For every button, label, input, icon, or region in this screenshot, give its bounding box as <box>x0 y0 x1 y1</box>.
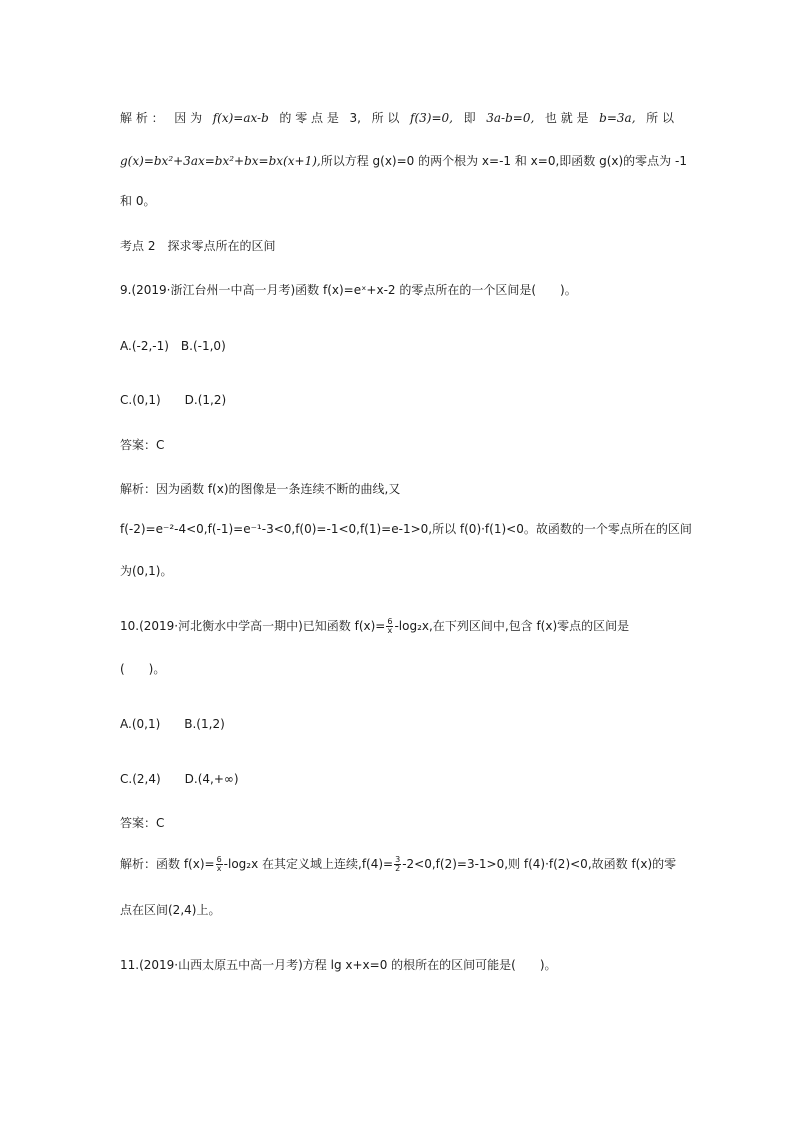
q9-solution-line3: 为(0,1)。 <box>120 564 173 578</box>
q9-options-cd: C.(0,1) D.(1,2) <box>120 393 227 407</box>
q10-stem-line2: ( )。 <box>120 662 166 676</box>
q9-solution-line1: 解析：因为函数 f(x)的图像是一条连续不断的曲线,又 <box>120 482 401 496</box>
q11-stem: 11.(2019·山西太原五中高一月考)方程 lg x+x=0 的根所在的区间可能是( )。 <box>120 958 557 972</box>
fraction-denominator: x <box>387 626 393 635</box>
text-seg: 所 以 <box>371 111 400 125</box>
q10-solution-line2: 点在区间(2,4)上。 <box>120 903 221 917</box>
text-seg: 所以方程 g(x)=0 的两个根为 x=-1 和 x=0,即函数 g(x)的零点为 -1 <box>320 154 687 168</box>
text-seg: 3, <box>349 111 361 125</box>
q10-stem-line1 <box>120 618 629 635</box>
text-seg: 10.(2019·河北衡水中学高一期中)已知函数 f(x)= <box>120 619 386 633</box>
fraction-numerator: 6 <box>387 617 393 626</box>
text-seg: -2<0,f(2)=3-1>0,则 f(4)·f(2)<0,故函数 f(x)的零 <box>402 857 677 871</box>
fraction <box>386 618 393 635</box>
text-seg: 的 零 点 是 <box>279 111 339 125</box>
q10-answer: 答案：C <box>120 816 165 830</box>
math-seg: b=3a, <box>599 111 636 125</box>
q9-answer: 答案：C <box>120 438 165 452</box>
text-seg: 所 以 <box>646 111 674 125</box>
fraction <box>216 856 223 873</box>
q8-solution-line2 <box>120 153 687 169</box>
text-seg: -log₂x 在其定义域上连续,f(4)= <box>223 857 394 871</box>
text-seg: 解析：函数 f(x)= <box>120 857 215 871</box>
math-seg: f(3)=0, <box>410 111 453 125</box>
q10-solution-line1 <box>120 856 676 873</box>
q8-solution-line1 <box>120 110 674 126</box>
text-seg: 即 <box>463 111 476 125</box>
math-seg: f(x)=ax-b <box>212 111 269 125</box>
section-title: 考点 2 探求零点所在的区间 <box>120 239 276 253</box>
q10-options-cd: C.(2,4) D.(4,+∞) <box>120 772 239 786</box>
math-seg: g(x)=bx²+3ax=bx²+bx=bx(x+1), <box>120 154 321 168</box>
fraction-numerator: 6 <box>216 855 222 864</box>
text-seg: -log₂x,在下列区间中,包含 f(x)零点的区间是 <box>394 619 630 633</box>
q9-options-ab: A.(-2,-1) B.(-1,0) <box>120 339 226 353</box>
q8-solution-line3: 和 0。 <box>120 194 156 208</box>
fraction-denominator: x <box>216 864 222 873</box>
text-seg: 也 就 是 <box>544 111 589 125</box>
fraction-numerator: 3 <box>395 855 401 864</box>
text-seg: 因 为 <box>174 111 203 125</box>
math-seg: 3a-b=0, <box>486 111 535 125</box>
q10-options-ab: A.(0,1) B.(1,2) <box>120 717 225 731</box>
q9-solution-line2: f(-2)=e⁻²-4<0,f(-1)=e⁻¹-3<0,f(0)=-1<0,f(1)=e-1>0,所以 f(0)·f(1)<0。故函数的一个零点所在的区间 <box>120 522 692 536</box>
q8-solution-label: 解 析 ： <box>120 111 164 125</box>
fraction-denominator: 2 <box>395 864 401 873</box>
fraction <box>394 856 401 873</box>
q9-stem: 9.(2019·浙江台州一中高一月考)函数 f(x)=eˣ+x-2 的零点所在的一个区间是( )。 <box>120 283 577 297</box>
